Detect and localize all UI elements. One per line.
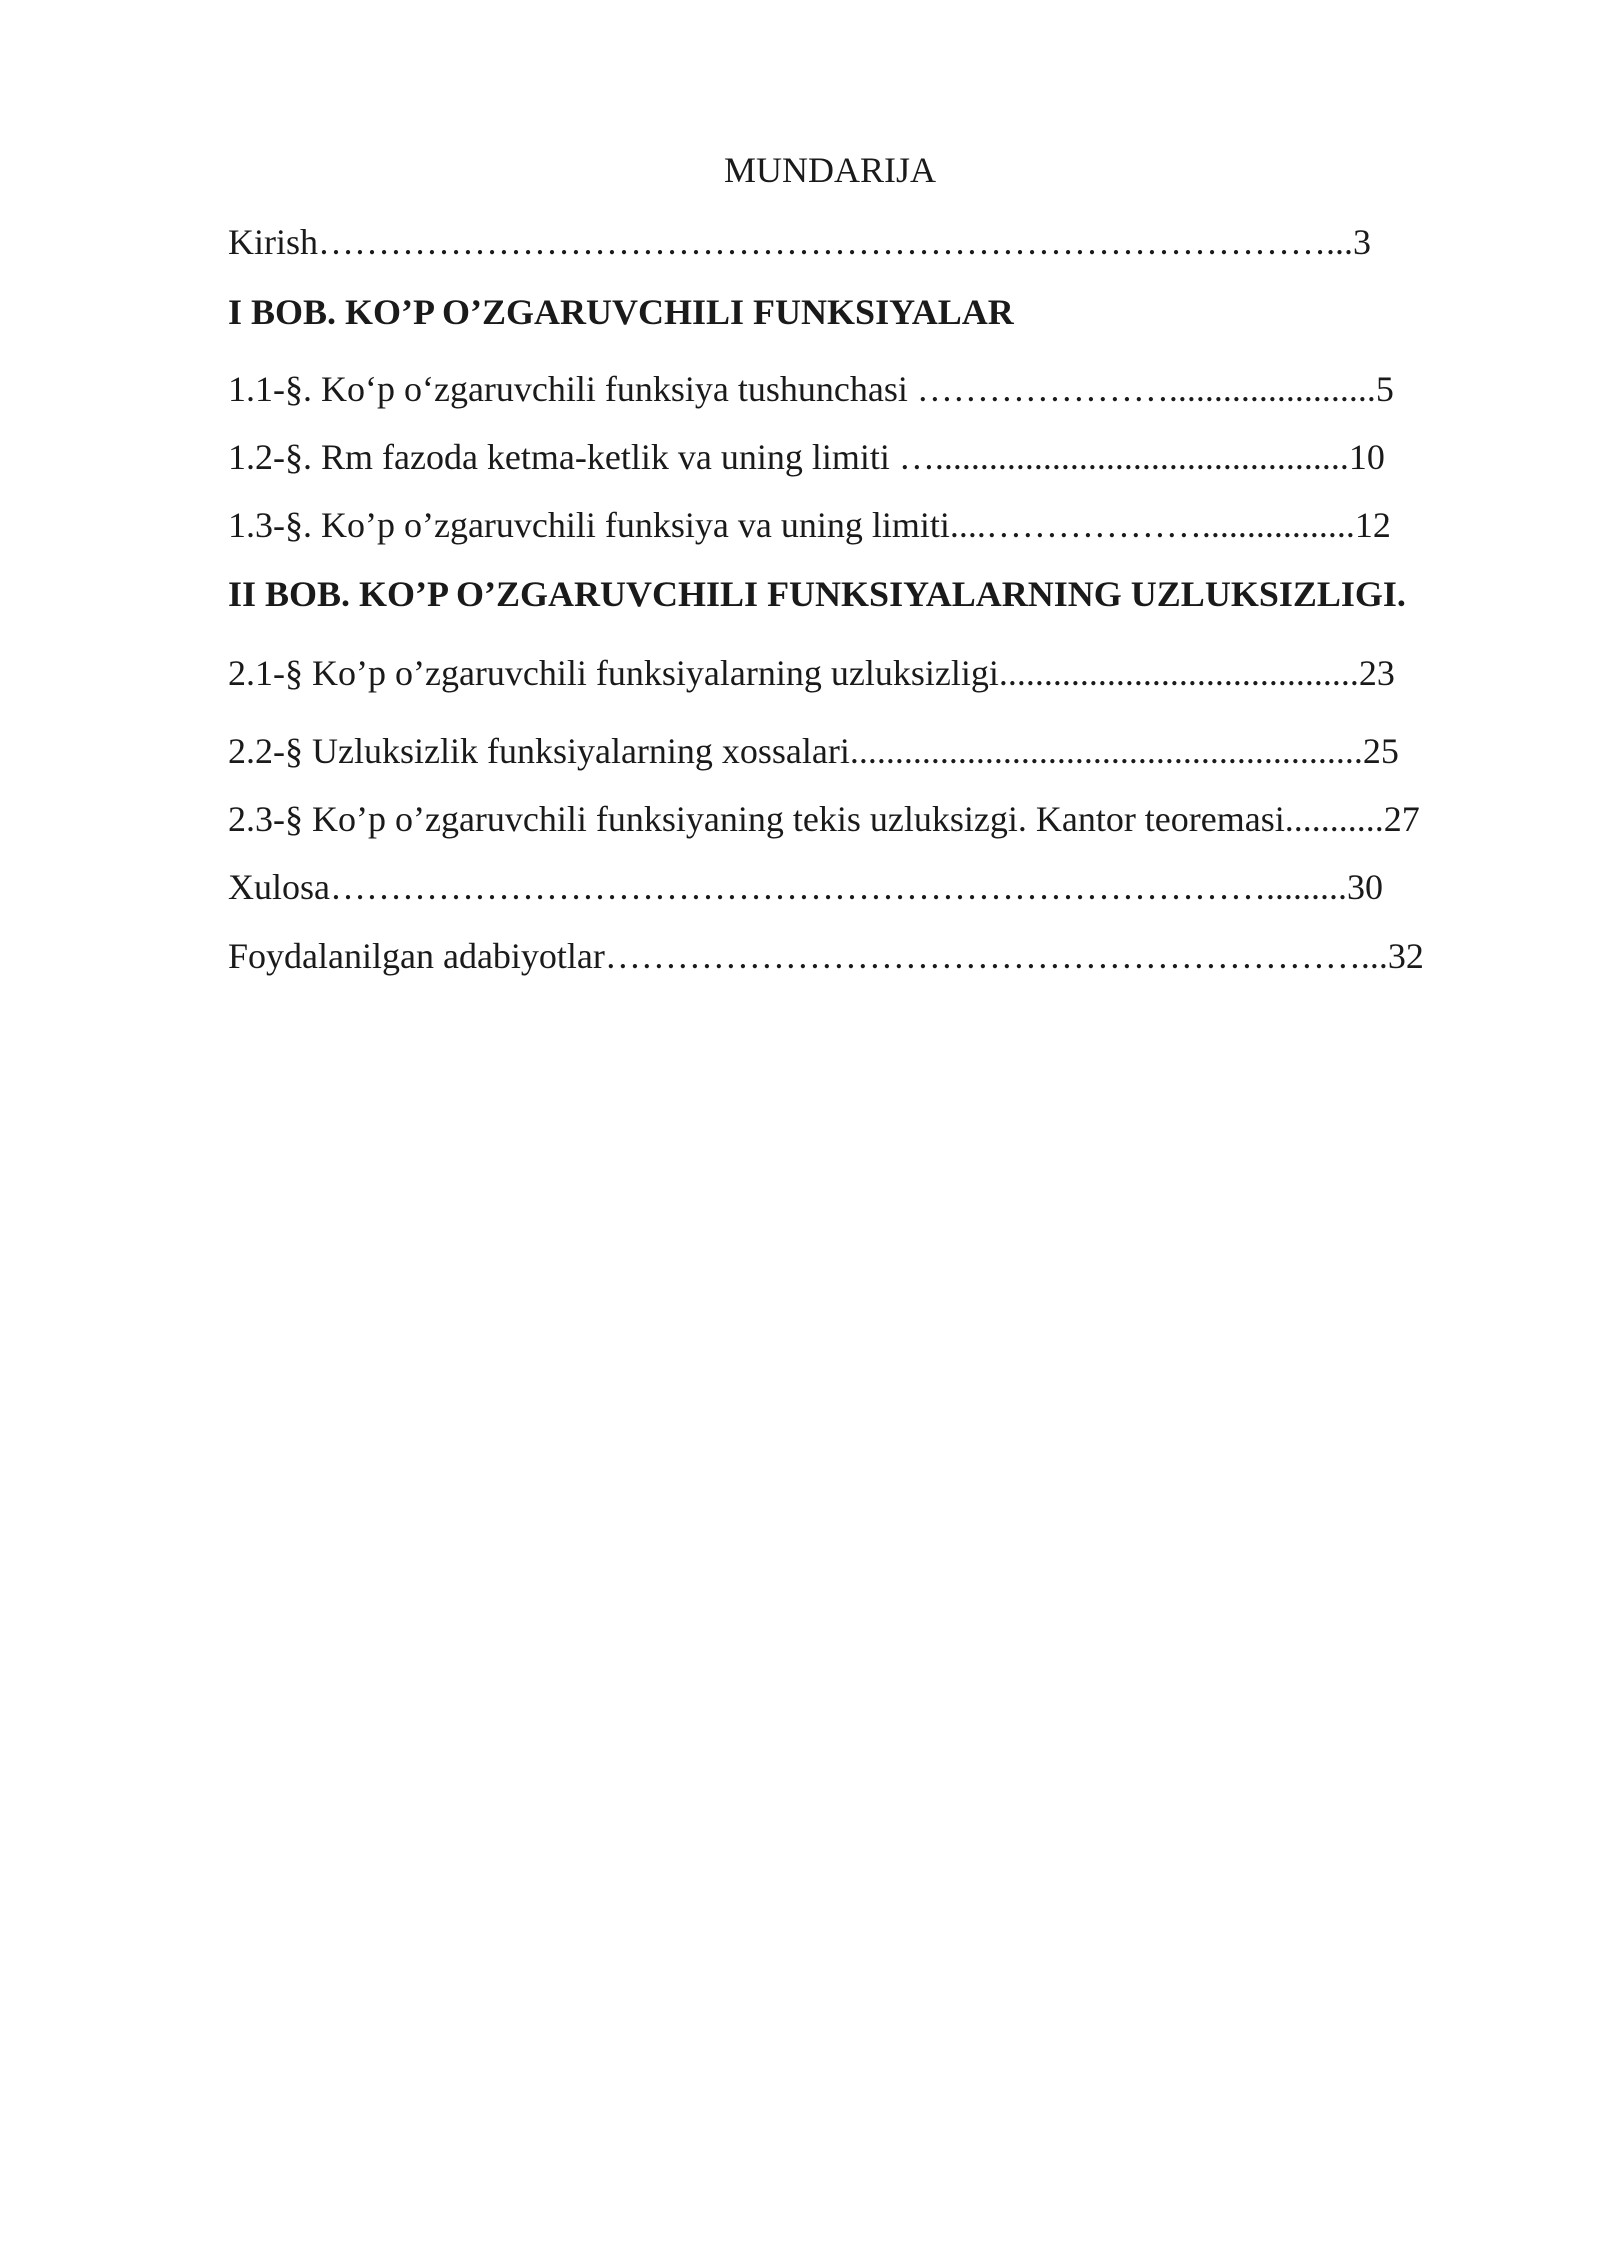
toc-item-xulosa: Xulosa…………………………………………………………………….........30 xyxy=(228,867,1383,907)
toc-item-2-3: 2.3-§ Ko’p o’zgaruvchili funksiyaning tekis uzluksizgi. Kantor teoremasi...........27 xyxy=(228,799,1420,839)
toc-item-kirish: Kirish…………………………………………………………………………...3 xyxy=(228,222,1371,262)
toc-chapter-1-heading: I BOB. KO’P O’ZGARUVCHILI FUNKSIYALAR xyxy=(228,292,1014,332)
toc-item-2-1: 2.1-§ Ko’p o’zgaruvchili funksiyalarning uzluksizligi........................................23 xyxy=(228,653,1395,693)
toc-item-1-1: 1.1-§. Koʻp oʻzgaruvchili funksiya tushunchasi ………………….......................5 xyxy=(228,369,1394,409)
toc-chapter-2-heading: II BOB. KO’P O’ZGARUVCHILI FUNKSIYALARNING UZLUKSIZLIGI. xyxy=(228,574,1406,614)
toc-item-1-3: 1.3-§. Ko’p o’zgaruvchili funksiya va uning limiti....……………….................12 xyxy=(228,505,1391,545)
toc-item-adabiyotlar: Foydalanilgan adabiyotlar………………………………………………………...32 xyxy=(228,936,1424,976)
toc-item-1-2: 1.2-§. Rm fazoda ketma-ketlik va uning limiti …..............................................10 xyxy=(228,437,1385,477)
toc-title: MUNDARIJA xyxy=(723,150,936,190)
toc-item-2-2: 2.2-§ Uzluksizlik funksiyalarning xossalari.........................................................25 xyxy=(228,731,1399,771)
